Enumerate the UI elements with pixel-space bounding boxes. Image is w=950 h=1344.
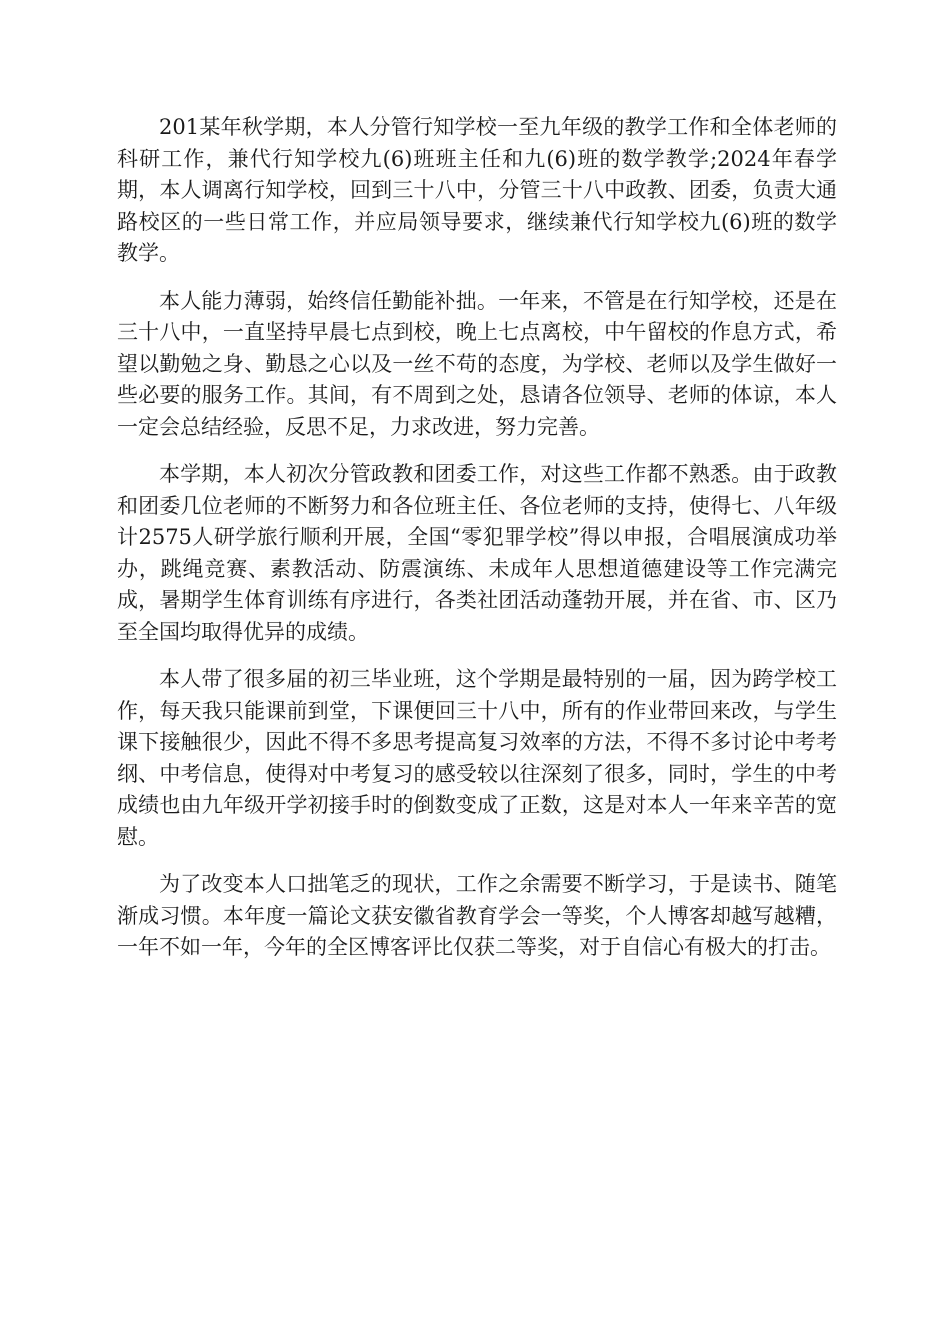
paragraph-2: 本人能力薄弱，始终信任勤能补拙。一年来，不管是在行知学校，还是在三十八中，一直坚持早晨七点到校，晚上七点离校，中午留校的作息方式，希望以勤勉之身、勤恳之心以及一丝不苟的态度，为学校、老师以及学生做好一些必要的服务工作。其间，有不周到之处，恳请各位领导、老师的体谅，本人一定会总结经验，反思不足，力求改进，努力完善。: [117, 288, 837, 439]
paragraph-3: 本学期，本人初次分管政教和团委工作，对这些工作都不熟悉。由于政教和团委几位老师的不断努力和各位班主任、各位老师的支持，使得七、八年级计2575人研学旅行顺利开展，全国“零犯罪学校”得以申报，合唱展演成功举办，跳绳竞赛、素教活动、防震演练、未成年人思想道德建设等工作完满完成，暑期学生体育训练有序进行，各类社团活动蓬勃开展，并在省、市、区乃至全国均取得优异的成绩。: [117, 462, 837, 644]
document-body: [117, 112, 837, 980]
paragraph-5: 为了改变本人口拙笔乏的现状，工作之余需要不断学习，于是读书、随笔渐成习惯。本年度一篇论文获安徽省教育学会一等奖，个人博客却越写越糟，一年不如一年，今年的全区博客评比仅获二等奖，对于自信心有极大的打击。: [117, 872, 837, 959]
paragraph-4: 本人带了很多届的初三毕业班，这个学期是最特别的一届，因为跨学校工作，每天我只能课前到堂，下课便回三十八中，所有的作业带回来改，与学生课下接触很少，因此不得不多思考提高复习效率的方法，不得不多讨论中考考纲、中考信息，使得对中考复习的感受较以往深刻了很多，同时，学生的中考成绩也由九年级开学初接手时的倒数变成了正数，这是对本人一年来辛苦的宽慰。: [117, 667, 837, 849]
paragraph-1: 201某年秋学期，本人分管行知学校一至九年级的教学工作和全体老师的科研工作，兼代行知学校九(6)班班主任和九(6)班的数学教学;2024年春学期，本人调离行知学校，回到三十八中，分管三十八中政教、团委，负责大通路校区的一些日常工作，并应局领导要求，继续兼代行知学校九(6)班的数学教学。: [117, 115, 837, 265]
